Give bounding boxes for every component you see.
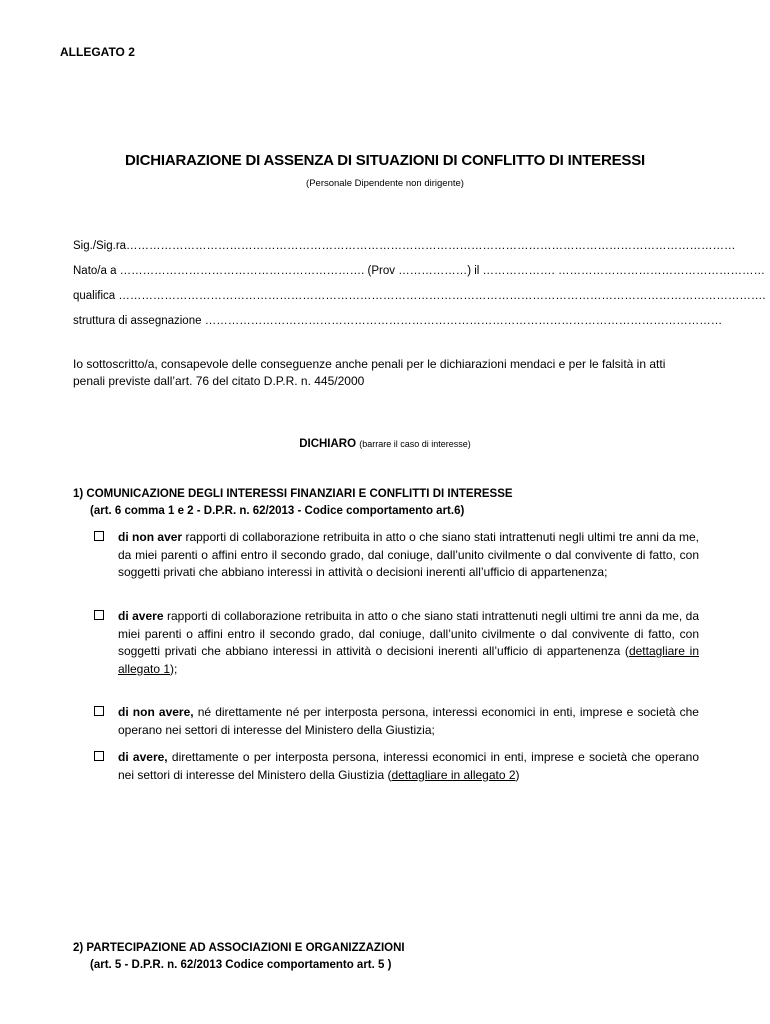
- attachment-1-link[interactable]: dettagliare in allegato 1: [118, 644, 699, 676]
- option-bold: di non avere,: [118, 705, 194, 719]
- checkbox[interactable]: [94, 531, 104, 541]
- document-title: DICHIARAZIONE DI ASSENZA DI SITUAZIONI DI CONFLITTO DI INTERESSI: [125, 152, 645, 169]
- option-non-aver-rapporti: [94, 529, 699, 582]
- option-body: rapporti di collaborazione retribuita in atto o che siano stati intrattenuti negli ultimi tre anni da me, da miei parenti o affini entro il secondo grado, dal coniuge, dall’unito civilmente o dal convivente di fatto, con soggetti privati che abbiano interessi in attività o decisioni inerenti all’ufficio di appartenenza (: [118, 609, 699, 658]
- option-text: [118, 608, 699, 678]
- dichiaro-heading: [0, 438, 770, 450]
- checkbox[interactable]: [94, 706, 104, 716]
- option-body: né direttamente né per interposta persona, interessi economici in enti, imprese e società che operano nei settori di interesse del Ministero della Giustizia;: [118, 705, 699, 737]
- option-text: [118, 749, 699, 784]
- option-text: [118, 704, 699, 739]
- assignment-field[interactable]: struttura di assegnazione ………………………………………………………………………………………………………………………: [73, 315, 723, 327]
- option-text: [118, 529, 699, 582]
- section-1-title: 1) COMUNICAZIONE DEGLI INTERESSI FINANZIARI E CONFLITTI DI INTERESSE: [73, 488, 513, 500]
- option-tail: );: [170, 661, 178, 676]
- declaration-paragraph: Io sottoscritto/a, consapevole delle conseguenze anche penali per le dichiarazioni mendaci e per le falsità in atti penali previste dall’art. 76 del citato D.P.R. n. 445/2000: [73, 357, 666, 388]
- option-body: direttamente o per interposta persona, interessi economici in enti, imprese e società che operano nei settori di interesse del Ministero della Giustizia (: [118, 750, 699, 782]
- option-avere-rapporti: [94, 608, 699, 678]
- option-bold: di avere: [118, 609, 164, 623]
- birth-field[interactable]: Nato/a a ………………………………………………………. (Prov ………………) il ………………. ………………………………………………: [73, 265, 765, 277]
- section-1-heading: [73, 486, 513, 520]
- document-subtitle: (Personale Dipendente non dirigente): [306, 178, 464, 189]
- option-body: rapporti di collaborazione retribuita in atto o che siano stati intrattenuti negli ultimi tre anni da me, da miei parenti o affini entro il secondo grado, dal coniuge, dall’unito civilmente o dal convivente di fatto, con soggetti privati che abbiano interessi in attività o decisioni inerenti all’ufficio di appartenenza;: [118, 530, 700, 579]
- section-2-title: 2) PARTECIPAZIONE AD ASSOCIAZIONI E ORGANIZZAZIONI: [73, 942, 405, 954]
- dichiaro-label: DICHIARO: [299, 438, 357, 450]
- dichiaro-note: (barrare il caso di interesse): [359, 439, 471, 449]
- option-bold: di non aver: [118, 530, 183, 544]
- name-field[interactable]: Sig./Sig.ra……………………………………………………………………………………………………………………………………………: [73, 240, 736, 252]
- qualification-field[interactable]: qualifica …………………………………………………………………………………………………………………………………………………….: [73, 290, 766, 302]
- option-avere-interessi: [94, 749, 699, 784]
- section-2-heading: [73, 940, 405, 974]
- attachment-2-link[interactable]: dettagliare in allegato 2: [391, 767, 516, 782]
- section-2-subtitle: (art. 5 - D.P.R. n. 62/2013 Codice comportamento art. 5 ): [90, 959, 392, 971]
- attachment-label: ALLEGATO 2: [60, 45, 135, 59]
- option-tail: ): [515, 767, 520, 782]
- section-1-subtitle: (art. 6 comma 1 e 2 - D.P.R. n. 62/2013 - Codice comportamento art.6): [90, 505, 465, 517]
- checkbox[interactable]: [94, 751, 104, 761]
- option-bold: di avere,: [118, 750, 168, 764]
- option-non-avere-interessi: [94, 704, 699, 739]
- checkbox[interactable]: [94, 610, 104, 620]
